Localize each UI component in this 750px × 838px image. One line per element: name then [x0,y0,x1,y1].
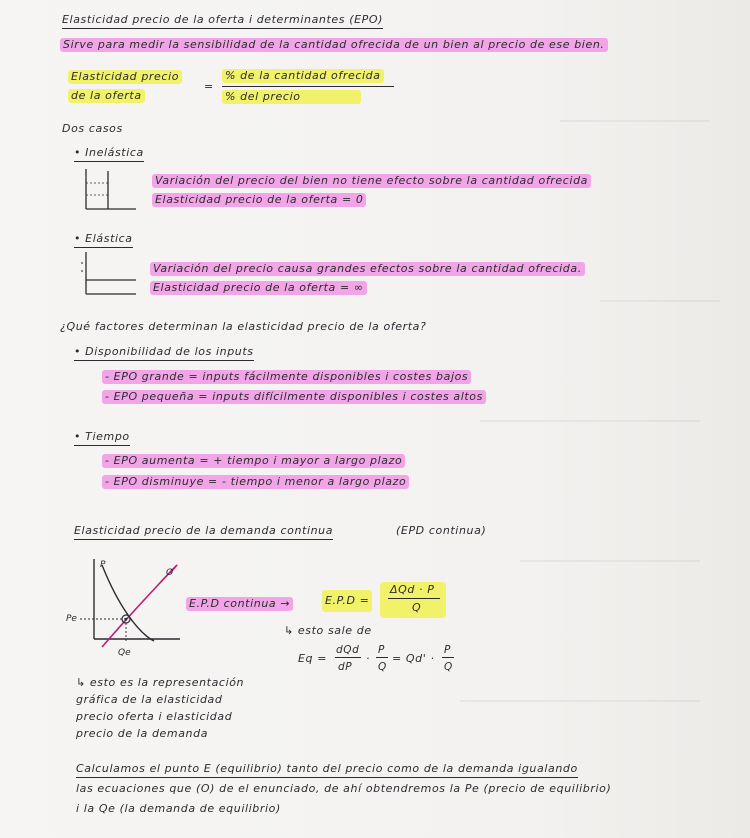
epd-numerator: ΔQd · P [390,583,435,596]
definition-line: Sirve para medir la sensibilidad de la cantidad ofrecida de un bien al precio de ese bien. [60,38,608,52]
epd-denominator: Q [412,601,422,614]
derivation-eq2: = Qd' · [392,652,435,665]
factors-question: ¿Qué factores determinan la elasticidad precio de la oferta? [60,320,427,333]
disponibilidad-item-2: - EPO pequeña = inputs difícilmente disponibles i costes altos [102,390,486,404]
bleed-through [560,120,710,122]
graph-qe-label: Qe [118,648,131,658]
formula-numerator: % de la cantidad ofrecida [222,69,384,83]
formula-denominator: % del precio [222,90,361,104]
bleed-through [460,700,700,702]
elastica-line-2: Elasticidad precio de la oferta = ∞ [150,281,367,295]
elastica-line-1: Variación del precio causa grandes efectos sobre la cantidad ofrecida. [150,262,585,276]
representation-line-4: precio de la demanda [76,727,209,740]
epd-label: E.P.D continua → [186,597,293,611]
formula-equals: = [204,80,214,93]
bleed-through [600,300,720,302]
bottom-line-2: las ecuaciones que (O) de el enunciado, de ahí obtendremos la Pe (precio de equilibrio) [76,782,612,795]
section2-abbr: (EPD continua) [396,524,487,537]
formula-left-1: Elasticidad precio [68,70,182,84]
inelastica-line-2: Elasticidad precio de la oferta = 0 [152,193,366,207]
derivation-f2-num: P [378,644,385,656]
derivation-f2-den: Q [378,661,387,673]
tiempo-label: • Tiempo [74,430,130,446]
disponibilidad-item-1: - EPO grande = inputs fácilmente disponibles i costes bajos [102,370,471,384]
inelastica-line-1: Variación del precio del bien no tiene efecto sobre la cantidad ofrecida [152,174,591,188]
graph-pe-label: Pe [66,614,77,624]
disponibilidad-label: • Disponibilidad de los inputs [74,345,254,361]
derivation-f3-den: Q [444,661,453,673]
representation-line-1: ↳ esto es la representación [76,676,245,689]
demand-curve [102,565,154,641]
bleed-through [480,420,700,422]
formula-left-2: de la oferta [68,89,145,103]
formula-fraction-bar [222,86,394,87]
elastica-label: • Elástica [74,232,133,248]
inelastic-mini-graph [80,165,140,215]
representation-line-2: gráfica de la elasticidad [76,693,223,706]
page-title: Elasticidad precio de la oferta i determinantes (EPO) [62,13,383,29]
epd-formula-left: E.P.D = [322,590,372,612]
derivation-f1-num: dQd [336,644,360,656]
derivation-f3-num: P [444,644,451,656]
graph-p-label: P [100,560,106,570]
bleed-through [520,560,700,562]
section2-title: Elasticidad precio de la demanda continua [74,524,333,540]
tiempo-item-1: - EPO aumenta = + tiempo i mayor a largo plazo [102,454,405,468]
derivation-dot: · [366,652,371,665]
derivation-lhs: Eq = [298,652,328,665]
bottom-line-1: Calculamos el punto E (equilibrio) tanto del precio como de la demanda igualando [76,762,578,778]
bottom-line-3: i la Qe (la demanda de equilibrio) [76,802,281,815]
esto-sale-de: ↳ esto sale de [284,624,372,637]
derivation-f1-den: dP [338,661,353,673]
graph-o-label: O [166,568,174,578]
elastic-mini-graph [80,248,140,300]
inelastica-label: • Inelástica [74,146,144,162]
tiempo-item-2: - EPO disminuye = - tiempo i menor a largo plazo [102,475,409,489]
supply-demand-graph [62,555,192,665]
epd-fraction-bar [388,598,440,599]
dos-casos-label: Dos casos [62,122,123,135]
representation-line-3: precio oferta i elasticidad [76,710,233,723]
